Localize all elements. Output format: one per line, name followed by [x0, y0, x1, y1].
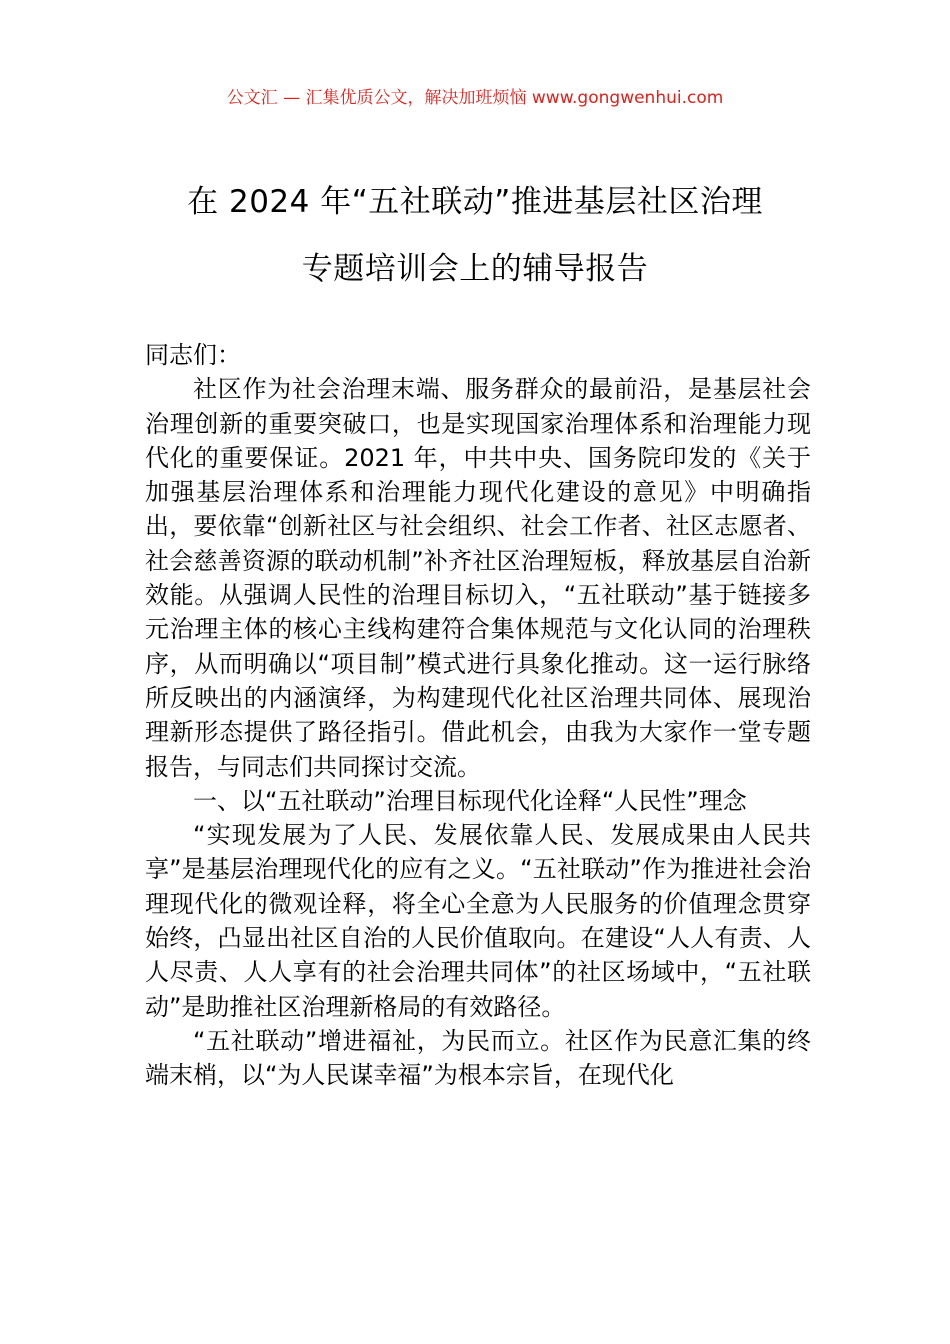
paragraph-section-1: “实现发展为了人民、发展依靠人民、发展成果由人民共享”是基层治理现代化的应有之义。“五社联动”作为推进社会治理现代化的微观诠释，将全心全意为人民服务的价值理念贯穿始终，凸显出社区自治的人民价值取向。在建设“人人有责、人人尽责、人人享有的社会治理共同体”的社区场域中，“五社联动”是助推社区治理新格局的有效路径。: [145, 821, 811, 1021]
document-title-line-2: 专题培训会上的辅导报告: [301, 251, 649, 287]
document-body: [145, 338, 811, 1093]
section-heading-1: 一、以“五社联动”治理目标现代化诠释“人民性”理念: [193, 786, 747, 815]
paragraph-welfare: “五社联动”增进福祉，为民而立。社区作为民意汇集的终端末梢，以“为人民谋幸福”为根本宗旨，在现代化: [145, 1026, 811, 1090]
paragraph-intro: 社区作为社会治理末端、服务群众的最前沿，是基层社会治理创新的重要突破口，也是实现国家治理体系和治理能力现代化的重要保证。2021 年，中共中央、国务院印发的《关于加强基层治理体系和治理能力现代化建设的意见》中明确指出，要依靠“创新社区与社会组织、社会工作者、社区志愿者、社会慈善资源的联动机制”补齐社区治理短板，释放基层自治新效能。从强调人民性的治理目标切入，“五社联动”基于链接多元治理主体的核心主线构建符合集体规范与文化认同的治理秩序，从而明确以“项目制”模式进行具象化推动。这一运行脉络所反映出的内涵演绎，为构建现代化社区治理共同体、展现治理新形态提供了路径指引。借此机会，由我为大家作一堂专题报告，与同志们共同探讨交流。: [145, 375, 811, 781]
document-title-line-1: 在 2024 年“五社联动”推进基层社区治理: [187, 184, 763, 220]
salutation: 同志们：: [145, 341, 241, 369]
header-banner: 公文汇 — 汇集优质公文，解决加班烦恼 www.gongwenhui.com: [226, 88, 724, 108]
